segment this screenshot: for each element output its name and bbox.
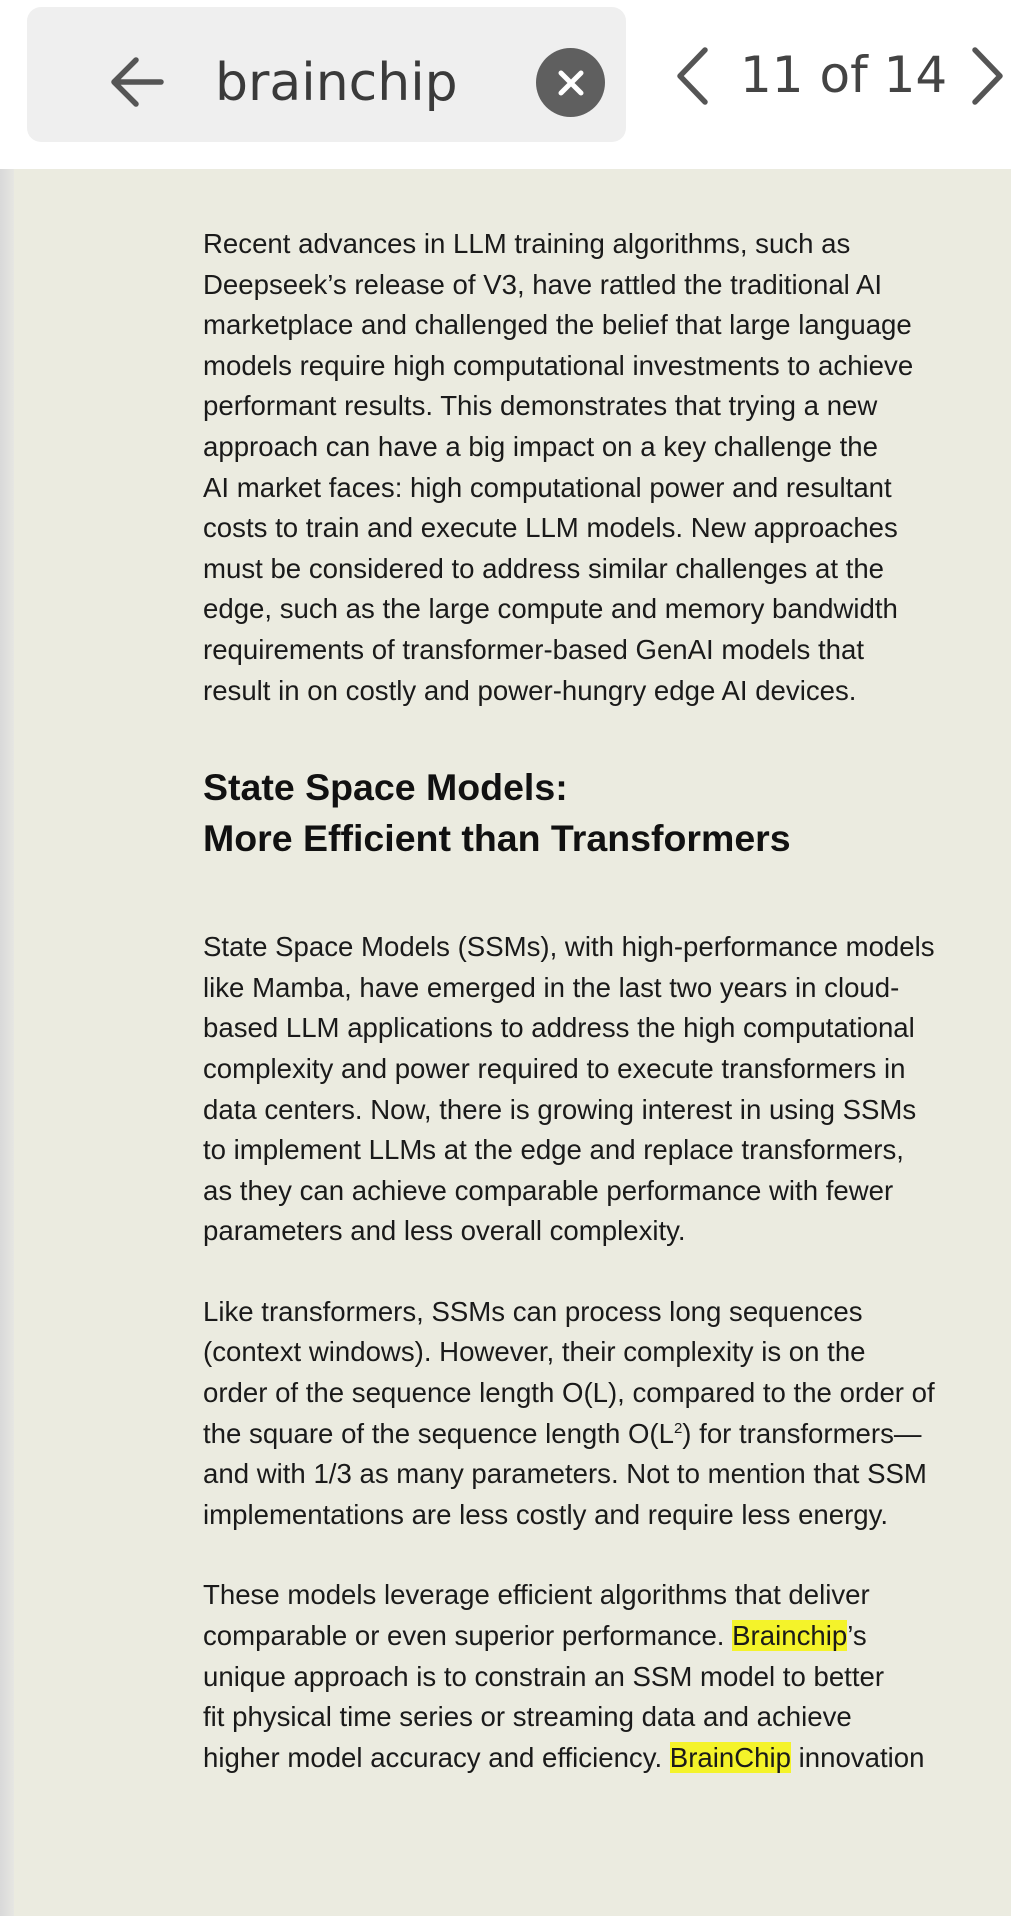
next-match-button[interactable]: [965, 42, 1011, 110]
text-segment: the square of the sequence length O(L: [203, 1417, 674, 1449]
text-line: implementations are less costly and require less energy.: [203, 1498, 889, 1530]
text-line: Like transformers, SSMs can process long sequences: [203, 1295, 863, 1327]
text-line: unique approach is to constrain an SSM model to better: [203, 1660, 885, 1692]
text-line: State Space Models (SSMs), with high-performance models: [203, 931, 935, 963]
page-edge-shadow: [0, 169, 14, 1916]
search-input[interactable]: [215, 43, 515, 123]
text-line: approach can have a big impact on a key challenge the: [203, 430, 878, 462]
close-icon: [556, 68, 586, 98]
back-button[interactable]: [103, 45, 171, 119]
text-segment: ’s: [847, 1620, 867, 1652]
paragraph-intro: [203, 224, 1008, 711]
document-viewer[interactable]: [0, 169, 1011, 1916]
search-match-highlight[interactable]: BrainChip: [669, 1741, 791, 1773]
text-line: Recent advances in LLM training algorithms, such as: [203, 228, 851, 259]
text-line: as they can achieve comparable performance with fewer: [203, 1174, 894, 1206]
text-line: Deepseek’s release of V3, have rattled the traditional AI: [203, 268, 883, 300]
arrow-left-icon: [109, 56, 165, 108]
text-line: edge, such as the large compute and memory bandwidth: [203, 593, 898, 625]
text-segment: ) for transformers—: [682, 1417, 922, 1449]
page-content: [203, 224, 1008, 1778]
text-line: requirements of transformer-based GenAI models that: [203, 633, 865, 665]
text-line: [203, 1616, 1008, 1657]
text-line: based LLM applications to address the high computational: [203, 1012, 915, 1044]
find-toolbar: [0, 0, 1011, 169]
text-line: (context windows). However, their complexity is on the: [203, 1336, 866, 1368]
document-page: [14, 169, 1011, 1916]
text-line: costs to train and execute LLM models. New approaches: [203, 512, 898, 544]
text-line: [203, 1738, 1008, 1779]
search-match-highlight[interactable]: Brainchip: [732, 1620, 848, 1652]
text-line: AI market faces: high computational power and resultant: [203, 471, 892, 503]
text-line: like Mamba, have emerged in the last two years in cloud-: [203, 971, 900, 1003]
text-line: to implement LLMs at the edge and replace transformers,: [203, 1134, 904, 1166]
match-counter: 11 of 14: [740, 46, 948, 104]
text-line: and with 1/3 as many parameters. Not to mention that SSM: [203, 1458, 927, 1490]
text-line: must be considered to address similar challenges at the: [203, 552, 885, 584]
text-line: parameters and less overall complexity.: [203, 1215, 686, 1247]
heading-line: State Space Models:: [203, 766, 568, 809]
text-segment: higher model accuracy and efficiency.: [203, 1741, 670, 1773]
section-heading: [203, 762, 1008, 864]
text-segment: innovation: [790, 1741, 925, 1773]
paragraph-complexity: [203, 1292, 1008, 1536]
text-line: complexity and power required to execute transformers in: [203, 1052, 906, 1084]
clear-search-button[interactable]: [536, 48, 605, 117]
chevron-left-icon: [674, 46, 710, 106]
text-segment: comparable or even superior performance.: [203, 1620, 733, 1652]
text-line: data centers. Now, there is growing interest in using SSMs: [203, 1093, 917, 1125]
superscript: 2: [673, 1419, 683, 1437]
text-line: models require high computational investments to achieve: [203, 349, 914, 381]
previous-match-button[interactable]: [668, 42, 716, 110]
text-line: marketplace and challenged the belief that large language: [203, 309, 912, 341]
text-line: fit physical time series or streaming data and achieve: [203, 1701, 852, 1733]
search-box: [27, 7, 626, 142]
text-line: order of the sequence length O(L), compared to the order of: [203, 1377, 935, 1409]
heading-line: More Efficient than Transformers: [203, 817, 791, 860]
chevron-right-icon: [970, 46, 1006, 106]
text-line: result in on costly and power-hungry edge AI devices.: [203, 674, 857, 706]
paragraph-brainchip: [203, 1575, 1008, 1778]
text-line: These models leverage efficient algorithms that deliver: [203, 1579, 870, 1611]
text-line: [203, 1414, 1008, 1455]
text-line: performant results. This demonstrates that trying a new: [203, 390, 878, 422]
paragraph-ssm-intro: [203, 927, 1008, 1252]
